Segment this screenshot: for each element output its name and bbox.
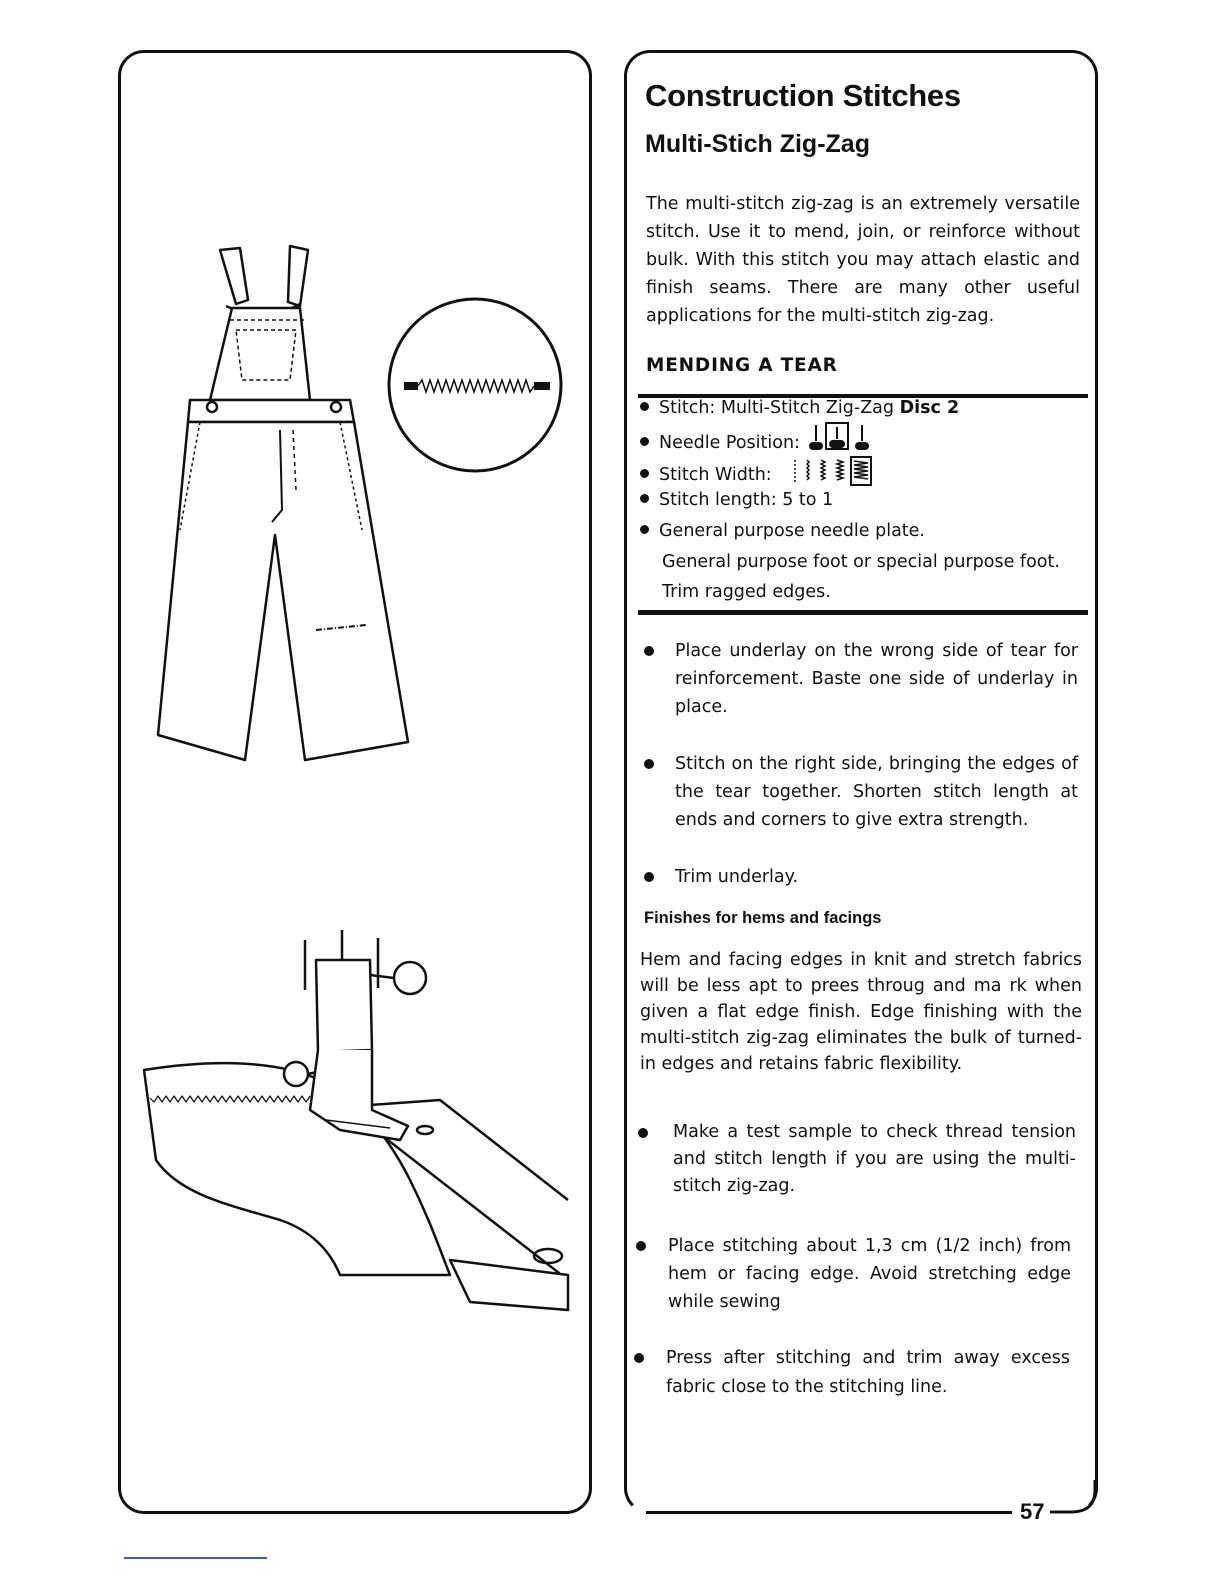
corner-curve <box>1050 1480 1100 1520</box>
finishes-step-1-text: Make a test sample to check thread tension and stitch length if you are using the multi-stitch zig-zag. <box>673 1122 1076 1196</box>
setting-needle-plate <box>640 521 925 541</box>
footer-link-underline <box>124 1557 267 1559</box>
settings-bottom-rule <box>638 610 1088 615</box>
setting-stitch-width <box>640 460 857 490</box>
stitch-width-icon <box>793 456 873 486</box>
setting-stitch <box>640 398 959 418</box>
setting-stitch-label: Stitch: Multi-Stitch Zig-Zag <box>659 398 895 418</box>
setting-width-label: Stitch Width: <box>659 465 772 485</box>
setting-plate-label: General purpose needle plate. <box>659 521 925 541</box>
setting-needle-label: Needle Position: <box>659 433 800 453</box>
stitch-detail-circle <box>386 300 566 470</box>
page-number: 57 <box>1020 1499 1045 1524</box>
finishes-paragraph: Hem and facing edges in knit and stretch fabrics will be less apt to prees throug and ma rk when given a flat edge finish. Edge finishing with the multi-stitch zig-zag eliminates the bulk of turned-in edges and retains fabric flexibility. <box>640 950 1082 1074</box>
finishes-step-2-text: Place stitching about 1,3 cm (1/2 inch) from hem or facing edge. Avoid stretching edge while sewing <box>668 1236 1071 1312</box>
mending-step-3-text: Trim underlay. <box>675 867 799 887</box>
finishes-step-3-text: Press after stitching and trim away excess fabric close to the stitching line. <box>666 1348 1070 1397</box>
presser-foot-illustration <box>140 930 570 1320</box>
setting-length-label: Stitch length: 5 to 1 <box>659 490 834 510</box>
setting-needle-position <box>640 429 868 457</box>
setting-foot: General purpose foot or special purpose foot. <box>662 552 1060 572</box>
setting-stitch-disc: Disc 2 <box>899 398 960 418</box>
section-subtitle: Multi-Stich Zig-Zag <box>645 130 870 158</box>
page-title: Construction Stitches <box>645 78 961 113</box>
mending-step-1-text: Place underlay on the wrong side of tear for reinforcement. Baste one side of underlay in place. <box>675 641 1078 717</box>
mending-step-2-text: Stitch on the right side, bringing the edges of the tear together. Shorten stitch length at ends and corners to give extra strength. <box>675 754 1078 830</box>
intro-paragraph: The multi-stitch zig-zag is an extremely versatile stitch. Use it to mend, join, or reinforce without bulk. With this stitch you may attach elastic and finish seams. There are many other useful applications for the multi-stitch zig-zag. <box>646 194 1080 326</box>
mending-heading: MENDING A TEAR <box>646 355 838 376</box>
bottom-rule <box>646 1511 1012 1514</box>
setting-trim: Trim ragged edges. <box>662 582 831 602</box>
needle-position-icon <box>808 423 870 451</box>
setting-stitch-length <box>640 490 833 510</box>
finishes-heading: Finishes for hems and facings <box>644 909 882 927</box>
